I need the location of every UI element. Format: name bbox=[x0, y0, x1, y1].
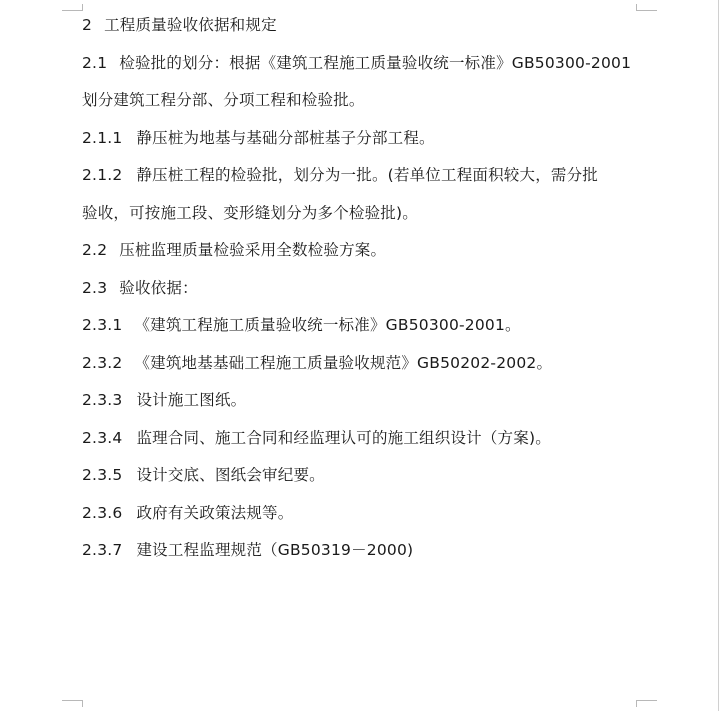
section-text: 《建筑工程施工质量验收统一标准》GB50300-2001。 bbox=[134, 316, 521, 334]
section-number: 2.1.1 bbox=[82, 128, 123, 147]
paragraph-line bbox=[82, 239, 642, 277]
paragraph-line bbox=[82, 277, 642, 315]
section-number: 2.1.2 bbox=[82, 166, 123, 184]
section-text: 验收，可按施工段、变形缝划分为多个检验批)。 bbox=[82, 203, 418, 222]
section-number: 2.3.2 bbox=[82, 353, 123, 372]
section-text: 检验批的划分：根据《建筑工程施工质量验收统一标准》GB50300-2001 bbox=[119, 53, 632, 72]
section-number: 2.3.3 bbox=[82, 391, 123, 409]
section-number: 2.3.6 bbox=[82, 503, 123, 522]
paragraph-line bbox=[82, 314, 642, 352]
page-corner-mark-top-right bbox=[636, 4, 657, 11]
section-text: 设计交底、图纸会审纪要。 bbox=[136, 466, 325, 484]
paragraph-line bbox=[82, 389, 642, 427]
section-text: 验收依据： bbox=[119, 278, 198, 297]
section-number: 2.3.5 bbox=[82, 466, 123, 484]
section-text: 政府有关政策法规等。 bbox=[136, 503, 294, 522]
section-number: 2.3 bbox=[82, 278, 108, 297]
section-text: 工程质量验收依据和规定 bbox=[104, 16, 277, 34]
paragraph-line bbox=[82, 89, 642, 127]
section-text: 监理合同、施工合同和经监理认可的施工组织设计（方案)。 bbox=[136, 428, 551, 447]
section-number: 2.1 bbox=[82, 53, 108, 72]
paragraph-line bbox=[82, 502, 642, 540]
section-text: 静压桩工程的检验批，划分为一批。(若单位工程面积较大，需分批 bbox=[136, 166, 599, 184]
section-text: 静压桩为地基与基础分部桩基子分部工程。 bbox=[136, 128, 435, 147]
paragraph-line bbox=[82, 352, 642, 390]
section-text: 建设工程监理规范（GB50319－2000) bbox=[136, 541, 414, 559]
paragraph-line bbox=[82, 127, 642, 165]
paragraph-line bbox=[82, 464, 642, 502]
page-corner-mark-bottom-left bbox=[62, 700, 83, 707]
section-number: 2.3.7 bbox=[82, 541, 123, 559]
section-text: 压桩监理质量检验采用全数检验方案。 bbox=[119, 241, 387, 259]
section-text: 设计施工图纸。 bbox=[136, 391, 247, 409]
section-number: 2.3.1 bbox=[82, 316, 123, 334]
section-text: 《建筑地基基础工程施工质量验收规范》GB50202-2002。 bbox=[134, 353, 553, 372]
section-number: 2.2 bbox=[82, 241, 108, 259]
paragraph-line bbox=[82, 164, 642, 202]
paragraph-line bbox=[82, 539, 642, 577]
paragraph-line bbox=[82, 427, 642, 465]
document-body bbox=[82, 14, 642, 577]
section-number: 2 bbox=[82, 16, 93, 34]
paragraph-line bbox=[82, 52, 642, 90]
page-corner-mark-top-left bbox=[62, 4, 83, 11]
section-number: 2.3.4 bbox=[82, 428, 123, 447]
page-corner-mark-bottom-right bbox=[636, 700, 657, 707]
section-text: 划分建筑工程分部、分项工程和检验批。 bbox=[82, 91, 365, 109]
section-heading bbox=[82, 14, 642, 52]
paragraph-line bbox=[82, 202, 642, 240]
